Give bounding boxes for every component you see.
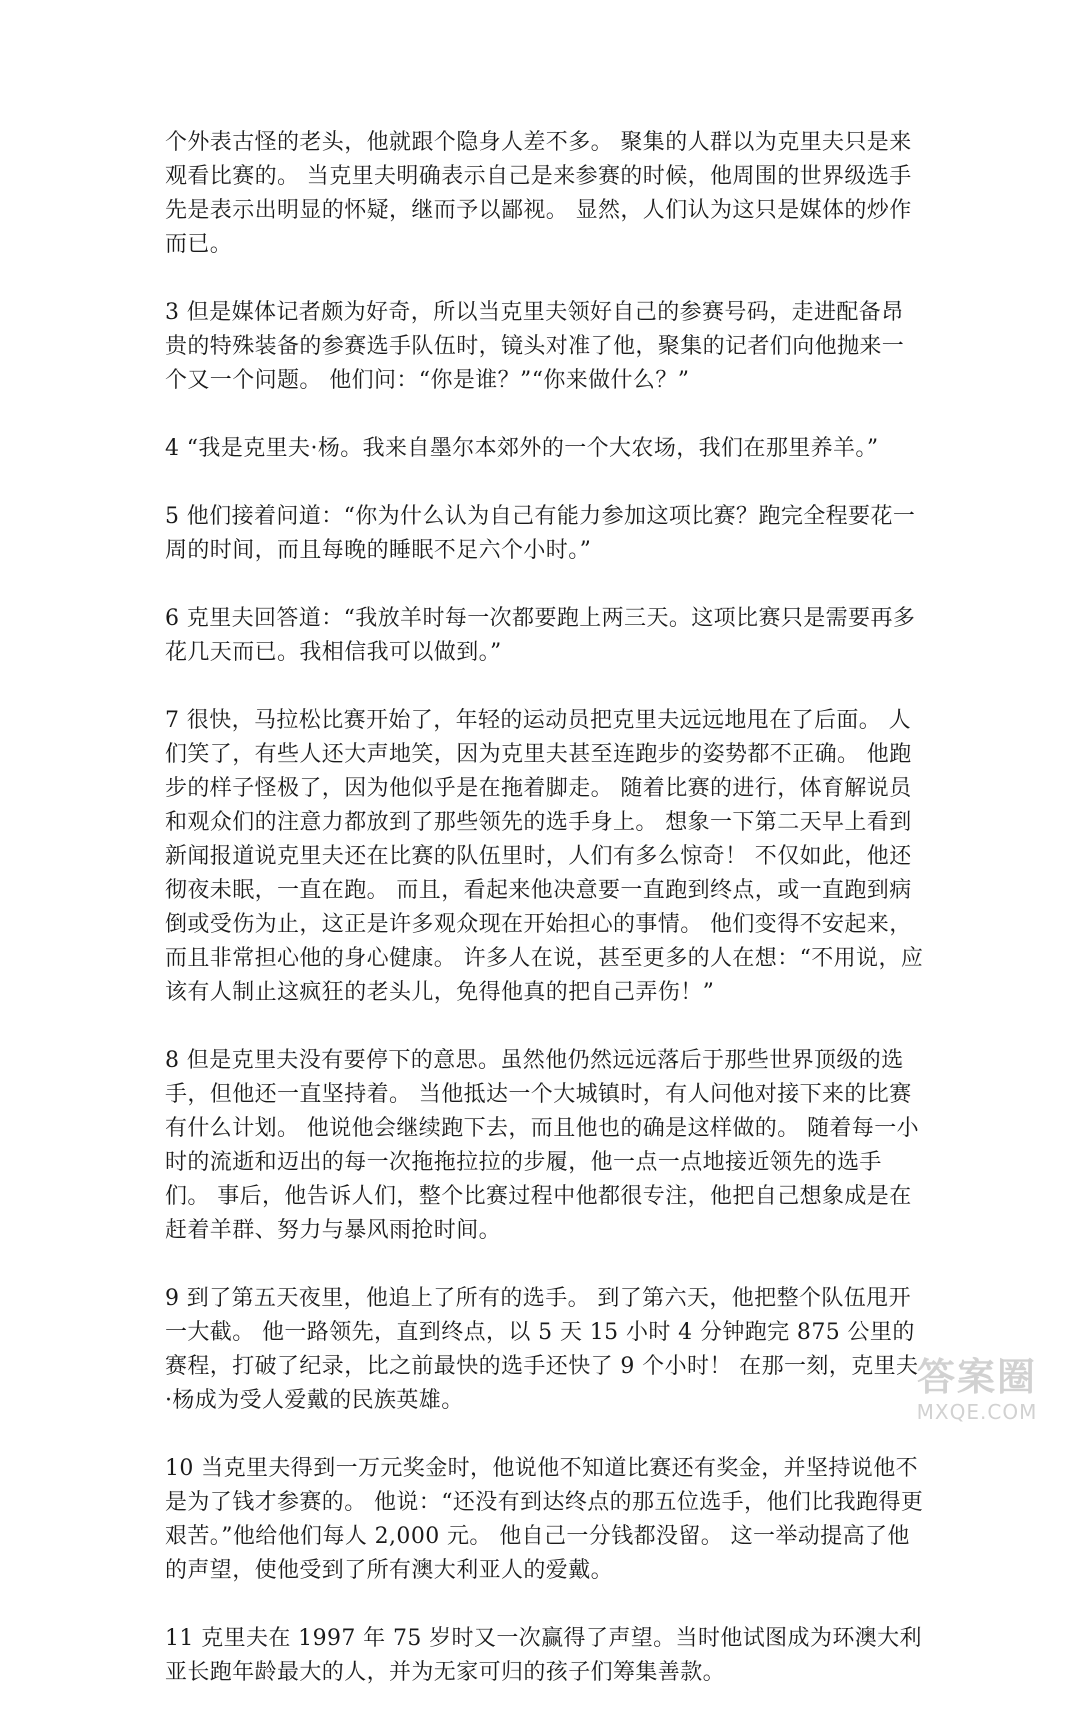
paragraph: 10 当克里夫得到一万元奖金时，他说他不知道比赛还有奖金，并坚持说他不是为了钱才参赛的。 他说：“还没有到达终点的那五位选手，他们比我跑得更艰苦。”他给他们每人 2,000 元。 他自己一分钱都没留。 这一举动提高了他的声望，使他受到了所有澳大利亚人的爱戴。 <box>165 1456 924 1583</box>
paragraph: 3 但是媒体记者颇为好奇，所以当克里夫领好自己的参赛号码，走进配备昂贵的特殊装备的参赛选手队伍时，镜头对准了他，聚集的记者们向他抛来一个又一个问题。 他们问：“你是谁？”“你来做什么？” <box>165 300 905 393</box>
paragraph: 11 克里夫在 1997 年 75 岁时又一次赢得了声望。当时他试图成为环澳大利亚长跑年龄最大的人，并为无家可归的孩子们筹集善款。 <box>165 1626 922 1685</box>
article-body <box>165 126 925 1724</box>
paragraph: 9 到了第五天夜里，他追上了所有的选手。 到了第六天，他把整个队伍甩开一大截。 他一路领先，直到终点，以 5 天 15 小时 4 分钟跑完 875 公里的赛程，打破了纪录，比之前最快的选手还快了 9 个小时！ 在那一刻，克里夫·杨成为受人爱戴的民族英雄。 <box>165 1286 919 1413</box>
paragraph: 5 他们接着问道：“你为什么认为自己有能力参加这项比赛？跑完全程要花一周的时间，而且每晚的睡眠不足六个小时。” <box>165 504 916 563</box>
watermark-url: MXQE.COM <box>916 1400 1038 1424</box>
paragraph: 7 很快，马拉松比赛开始了，年轻的运动员把克里夫远远地甩在了后面。 人们笑了，有些人还大声地笑，因为克里夫甚至连跑步的姿势都不正确。 他跑步的样子怪极了，因为他似乎是在拖着脚走。 随着比赛的进行，体育解说员和观众们的注意力都放到了那些领先的选手身上。 想象一下第二天早上看到新闻报道说克里夫还在比赛的队伍里时，人们有多么惊奇！ 不仅如此，他还彻夜未眠，一直在跑。 而且，看起来他决意要一直跑到终点，或一直跑到病倒或受伤为止，这正是许多观众现在开始担心的事情。 他们变得不安起来，而且非常担心他的身心健康。 许多人在说，甚至更多的人在想：“不用说，应该有人制止这疯狂的老头儿，免得他真的把自己弄伤！” <box>165 708 924 1005</box>
paragraph: 个外表古怪的老头，他就跟个隐身人差不多。 聚集的人群以为克里夫只是来观看比赛的。 当克里夫明确表示自己是来参赛的时候，他周围的世界级选手先是表示出明显的怀疑，继而予以鄙视。 显然，人们认为这只是媒体的炒作而已。 <box>165 130 912 257</box>
watermark <box>892 1354 1062 1434</box>
paragraph: 8 但是克里夫没有要停下的意思。虽然他仍然远远落后于那些世界顶级的选手，但他还一直坚持着。 当他抵达一个大城镇时，有人问他对接下来的比赛有什么计划。 他说他会继续跑下去，而且他也的确是这样做的。 随着每一小时的流逝和迈出的每一次拖拖拉拉的步履，他一点一点地接近领先的选手们。 事后，他告诉人们，整个比赛过程中他都很专注，他把自己想象成是在赶着羊群、努力与暴风雨抢时间。 <box>165 1048 919 1243</box>
paragraph: 6 克里夫回答道：“我放羊时每一次都要跑上两三天。这项比赛只是需要再多花几天而已。我相信我可以做到。” <box>165 606 916 665</box>
watermark-logo: 答案圈 <box>916 1355 1037 1399</box>
paragraph: 4 “我是克里夫·杨。我来自墨尔本郊外的一个大农场，我们在那里养羊。” <box>165 436 879 461</box>
